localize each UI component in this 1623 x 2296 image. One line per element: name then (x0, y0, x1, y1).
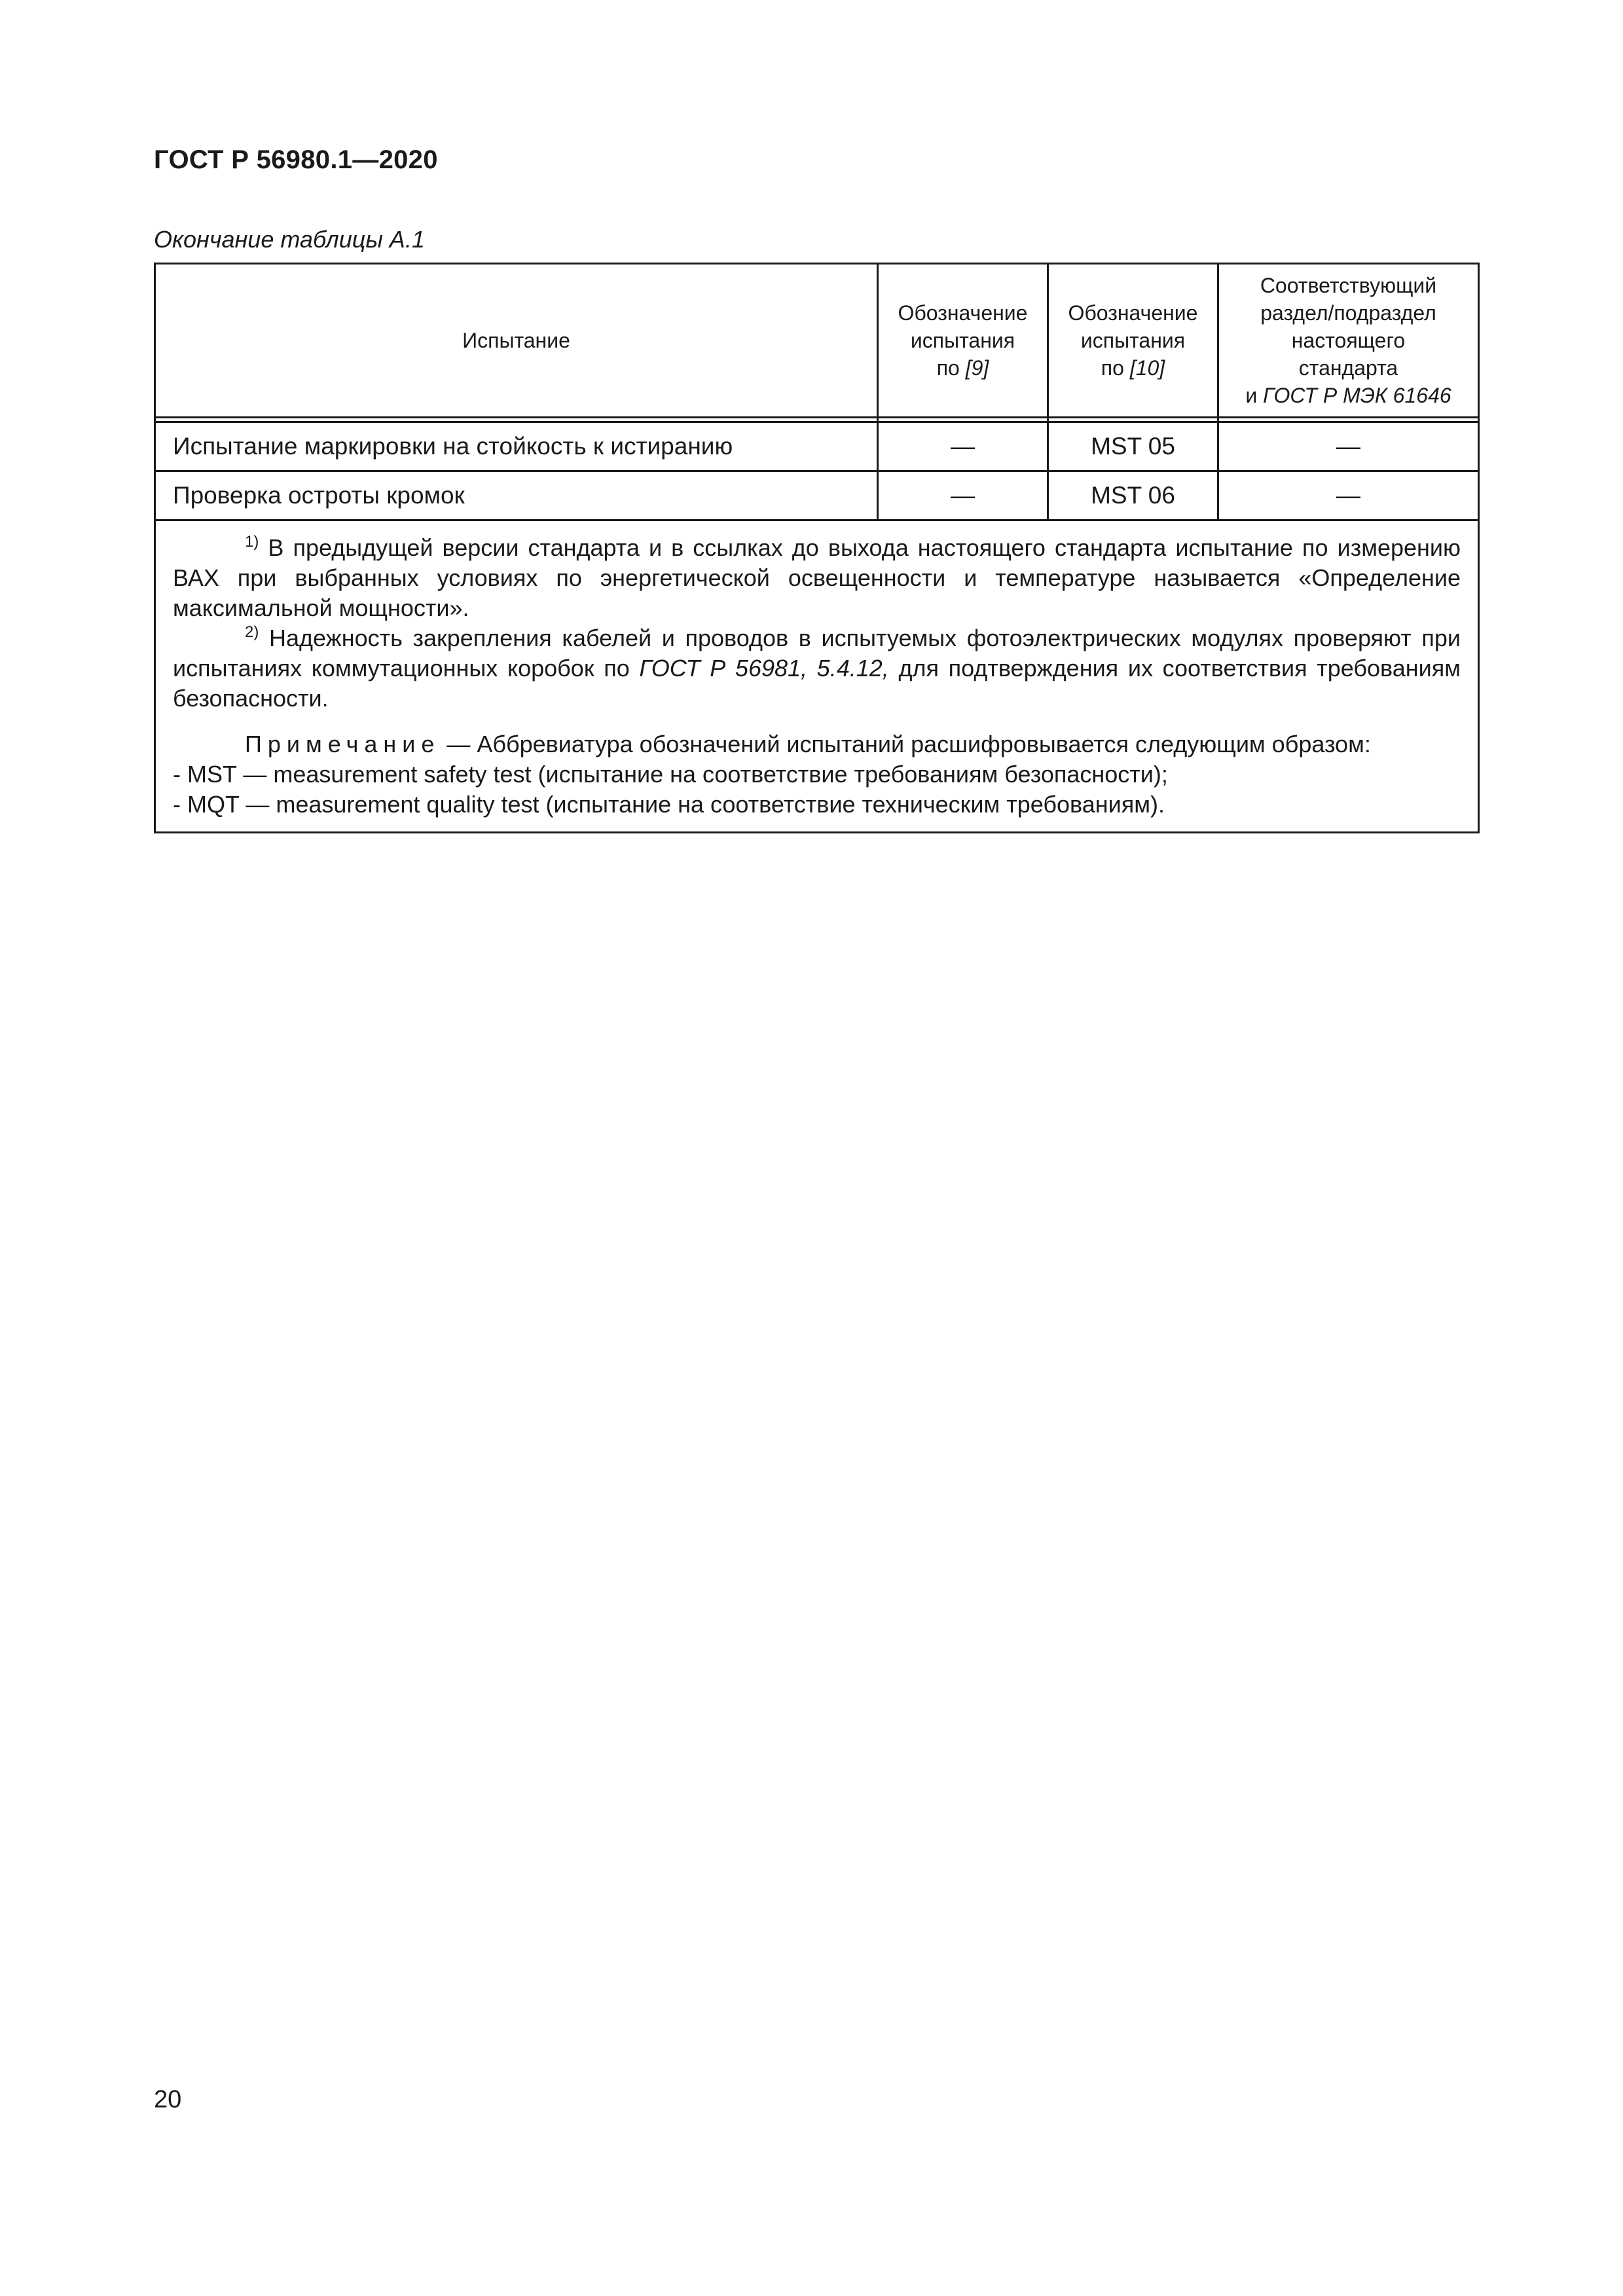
header-text: Обозначение (1068, 301, 1198, 325)
reference-10: [10] (1129, 356, 1165, 380)
header-text: испытания (910, 329, 1015, 352)
footnote-mark: 1) (245, 533, 259, 551)
header-separator (155, 418, 1479, 422)
column-header-test: Испытание (155, 264, 878, 418)
table-row (155, 422, 1479, 471)
cell-test: Проверка остроты кромок (155, 471, 878, 520)
header-text: испытания (1080, 329, 1186, 352)
footnote-2 (173, 623, 1461, 714)
document-code: ГОСТ Р 56980.1—2020 (154, 145, 438, 174)
reference-9: [9] (965, 356, 989, 380)
cell-section: — (1218, 471, 1479, 520)
note-label: Примечание (245, 731, 441, 757)
note-item: - MQT — measurement quality test (испытание на соответствие техническим требованиям). (173, 791, 1165, 818)
reference-iec-61646: ГОСТ Р МЭК 61646 (1263, 384, 1451, 407)
column-header-designation-9 (878, 264, 1048, 418)
header-text: стандарта (1298, 356, 1398, 380)
cell-designation-9: — (878, 422, 1048, 471)
cell-designation-10: MST 06 (1048, 471, 1218, 520)
test-table (154, 263, 1480, 833)
cell-test: Испытание маркировки на стойкость к истиранию (155, 422, 878, 471)
cell-section: — (1218, 422, 1479, 471)
header-text: раздел/подраздел (1260, 301, 1436, 325)
cell-designation-10: MST 05 (1048, 422, 1218, 471)
footnote-text: Надежность закрепления кабелей и проводов в испытуемых фотоэлектрических модулях проверяют при испытаниях коммутационных коробок по (173, 625, 1461, 682)
column-header-section (1218, 264, 1479, 418)
header-text: Обозначение (898, 301, 1028, 325)
footnote-reference: ГОСТ Р 56981, 5.4.12, (639, 655, 889, 682)
footnote-1 (173, 533, 1461, 623)
note (173, 729, 1461, 759)
header-text: Соответствующий (1260, 274, 1437, 297)
table-caption: Окончание таблицы А.1 (154, 226, 425, 253)
footnote-text: В предыдущей версии стандарта и в ссылках до выхода настоящего стандарта испытание по измерению ВАХ при выбранных условиях по энергетической освещенности и температуре называется «Определение максимальной мощности». (173, 534, 1461, 621)
table-row (155, 471, 1479, 520)
footnotes-row (155, 520, 1479, 833)
header-text: настоящего (1291, 329, 1406, 352)
header-text: по (1101, 356, 1130, 380)
table-header-row (155, 264, 1479, 418)
column-header-designation-10 (1048, 264, 1218, 418)
footnote-mark: 2) (245, 623, 259, 641)
header-text: и (1245, 384, 1264, 407)
header-text: по (936, 356, 966, 380)
cell-designation-9: — (878, 471, 1048, 520)
note-item: - MST — measurement safety test (испытание на соответствие требованиям безопасности); (173, 761, 1168, 788)
note-text: — Аббревиатура обозначений испытаний расшифровывается следующим образом: (440, 731, 1371, 757)
footnote-text: для подтверждения их соответствия требованиям безопасности. (173, 655, 1461, 712)
page-number: 20 (154, 2086, 182, 2113)
footnotes-cell (155, 520, 1479, 833)
